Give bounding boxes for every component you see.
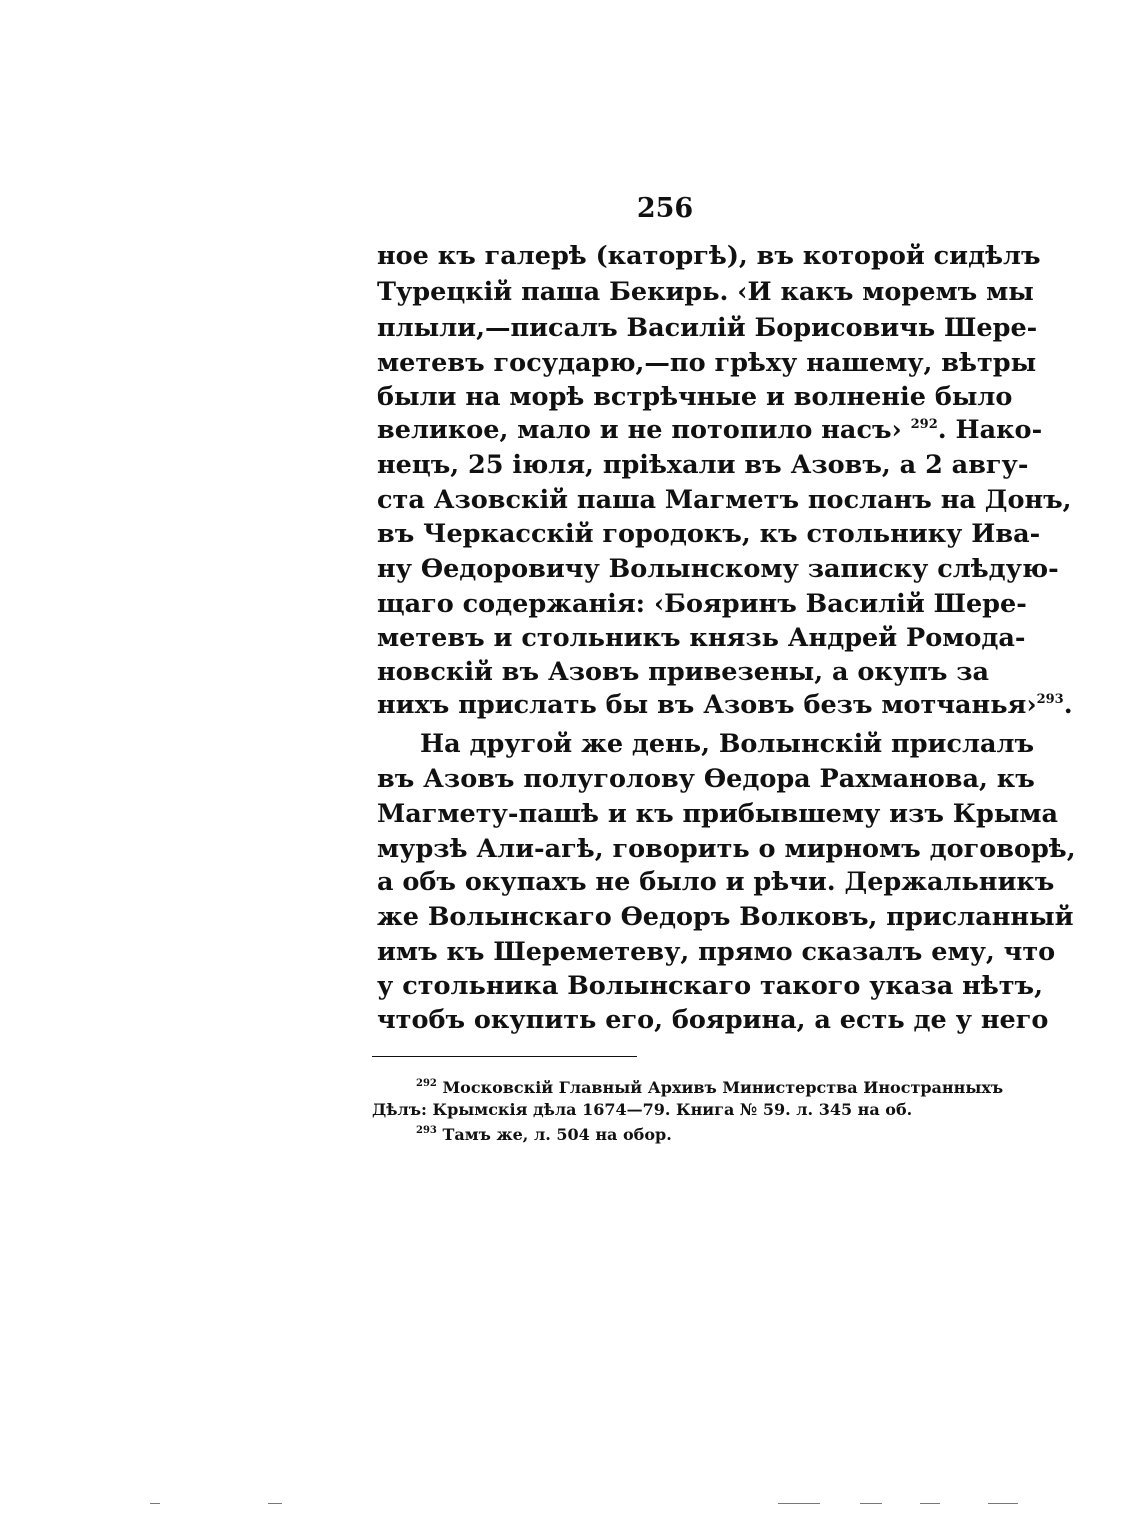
footnote-ref: 293 [1036,692,1064,707]
text-line: Магмету-пашѣ и къ прибывшему изъ Крыма [377,799,1059,829]
text-line: великое, мало и не потопило насъ› $^{292}$. Нако- [377,415,1043,445]
text-line: же Волынскаго Ѳедоръ Волковъ, присланный [377,902,1074,932]
text-line: а объ окупахъ не было и рѣчи. Держальникъ [377,867,1055,897]
text-line: метевъ и стольникъ князь Андрей Ромода- [377,623,1026,653]
footnote-divider [372,1056,637,1057]
text-line: имъ къ Шереметеву, прямо сказалъ ему, что [377,937,1056,967]
text-line: ста Азовскій паша Магметъ посланъ на Донъ, [377,485,1072,515]
text-line: ное къ галерѣ (каторгѣ), въ которой сидѣлъ [377,241,1041,271]
text-line: у стольника Волынскаго такого указа нѣтъ, [377,971,1043,1001]
footnote-number: 293 [416,1125,437,1136]
footnote [416,1077,1004,1099]
text-fragment: нихъ прислать бы въ Азовъ безъ мотчанья› [377,690,1037,720]
text-line: метевъ государю,—по грѣху нашему, вѣтры [377,348,1037,378]
page-number: 256 [636,193,694,224]
text-line: плыли,—писалъ Василій Борисовичь Шере- [377,313,1038,343]
text-line: были на морѣ встрѣчные и волненіе было [377,382,1013,412]
scan-artifacts [0,1501,1140,1507]
text-line: мурзѣ Али-агѣ, говорить о мирномъ договорѣ, [377,834,1076,864]
footnote-ref: 292 [910,417,938,432]
scan-mark [150,1503,160,1504]
text-line: нецъ, 25 іюля, пріѣхали въ Азовъ, а 2 авгу- [377,450,1029,480]
text-line: нихъ прислать бы въ Азовъ безъ мотчанья›$^{293}$. [377,690,1073,720]
footnote-text: Тамъ же, л. 504 на обор. [442,1125,672,1144]
text-line: новскій въ Азовъ привезены, а окупъ за [377,657,990,687]
footnote [416,1124,672,1146]
scan-mark [988,1503,1018,1504]
footnote-continuation: Дѣлъ: Крымскія дѣла 1674—79. Книга № 59. л. 345 на об. [372,1100,913,1119]
footnote-number: 292 [416,1078,437,1089]
text-line: Турецкій паша Бекирь. ‹И какъ моремъ мы [377,277,1034,307]
text-line: въ Черкасскій городокъ, къ стольнику Ива- [377,519,1041,549]
text-line: щаго содержанія: ‹Бояринъ Василій Шере- [377,589,1027,619]
scan-mark [920,1503,940,1504]
text-fragment: великое, мало и не потопило насъ› [377,415,902,445]
text-line: На другой же день, Волынскій прислалъ [420,729,1035,759]
text-line: въ Азовъ полуголову Ѳедора Рахманова, къ [377,764,1035,794]
footnote-text: Московскій Главный Архивъ Министерства Иностранныхъ [442,1078,1004,1097]
text-line: ну Ѳедоровичу Волынскому записку слѣдую- [377,554,1059,584]
text-fragment: Нако- [955,415,1043,445]
text-line: чтобъ окупить его, боярина, а есть де у него [377,1005,1049,1035]
scan-mark [860,1503,882,1504]
scan-mark [268,1503,282,1504]
scan-mark [778,1503,820,1504]
